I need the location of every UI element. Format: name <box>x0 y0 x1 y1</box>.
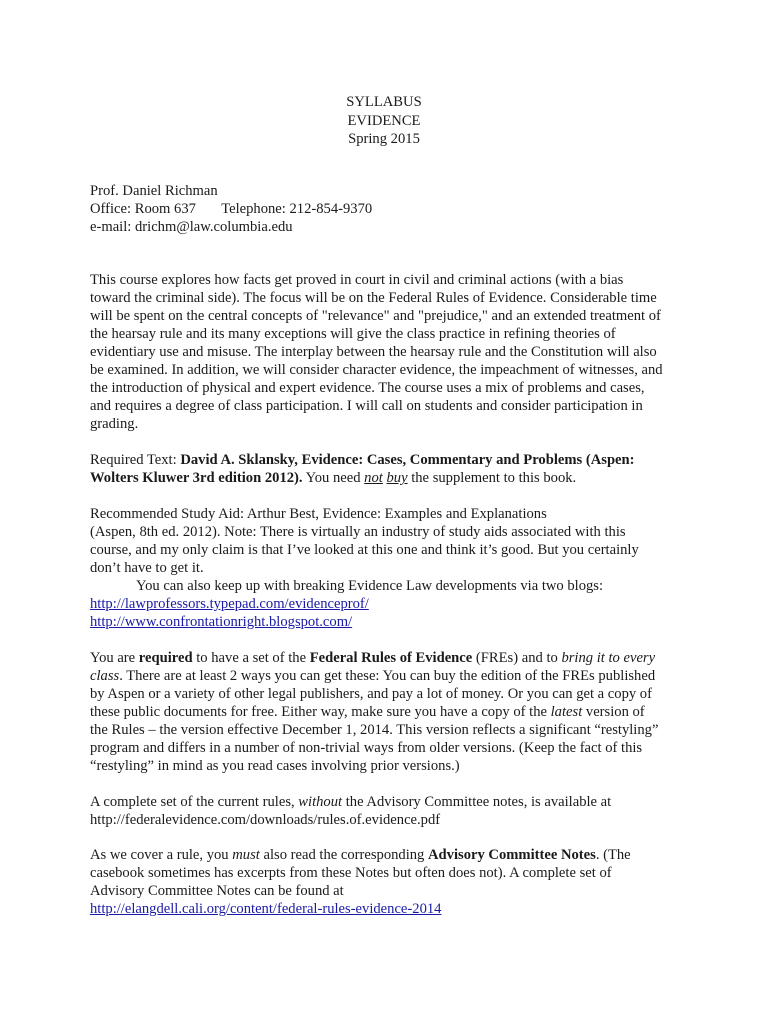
required-text-label: Required Text: <box>90 452 181 468</box>
required-text-paragraph: Required Text: David A. Sklansky, Evidence: Cases, Commentary and Problems (Aspen: Wolters Kluwer 3rd edition 2012). You need not buy the supplement to this book. <box>90 452 635 486</box>
emphasis-latest: latest <box>550 704 583 720</box>
required-book: David A. Sklansky, Evidence: Cases, Commentary and Problems (Aspen: Wolters Kluwer 3rd edition 2012). <box>90 452 635 486</box>
header-term: Spring 2015 <box>348 131 420 147</box>
emphasis-must: must <box>232 847 260 863</box>
professor-name: Prof. Daniel Richman <box>90 183 218 199</box>
complete-set-paragraph: A complete set of the current rules, without the Advisory Committee notes, is available at http://federalevidence.com/downloads/rules.of.evidence.pdf <box>90 793 665 829</box>
study-aid-section <box>90 505 665 631</box>
emphasis-advisory-notes: Advisory Committee Notes <box>428 847 596 863</box>
study-aid-note: (Aspen, 8th ed. 2012). Note: There is virtually an industry of study aids associated with this course, and my only claim is that I’ve looked at this one and think it’s good. But you certainly don’t have to get it. <box>90 524 639 576</box>
emphasis-required: required <box>138 650 193 666</box>
office-phone-line <box>90 200 372 218</box>
blog-link-confrontationright[interactable]: http://www.confrontationright.blogspot.com/ <box>90 614 353 630</box>
emphasis-buy: buy <box>386 470 408 486</box>
emphasis-fre: Federal Rules of Evidence <box>309 650 473 666</box>
office: Office: Room 637 <box>90 201 196 217</box>
email: e-mail: drichm@law.columbia.edu <box>90 219 293 235</box>
rules-url: http://federalevidence.com/downloads/rules.of.evidence.pdf <box>90 812 441 828</box>
advisory-notes-paragraph: As we cover a rule, you must also read the corresponding Advisory Committee Notes. (The casebook sometimes has excerpts from these Notes but often does not). A complete set of Advisory Committee Notes can be found at http://elangdell.cali.org/content/federal-rules-evidence-2014 <box>90 847 631 917</box>
advisory-notes-link[interactable]: http://elangdell.cali.org/content/federal-rules-evidence-2014 <box>90 901 442 917</box>
blogs-intro: You can also keep up with breaking Evidence Law developments via two blogs: <box>136 578 604 594</box>
telephone: Telephone: 212-854-9370 <box>221 201 373 217</box>
header-title: SYLLABUS <box>346 94 422 110</box>
course-description: This course explores how facts get proved in court in civil and criminal actions (with a bias toward the criminal side). The focus will be on the Federal Rules of Evidence. Considerable time will be spent on the central concepts of "relevance" and "prejudice," and an extended treatment of the hearsay rule and its many exceptions will give the class practice in refining theories of evidentiary use and misuse. The interplay between the hearsay rule and the Constitution will also be examined. In addition, we will consider character evidence, the impeachment of witnesses, and the introduction of physical and expert evidence. The course uses a mix of problems and cases, and requires a degree of class participation. I will call on students and consider participation in grading. <box>90 272 663 432</box>
blog-link-evidenceprof[interactable]: http://lawprofessors.typepad.com/evidenceprof/ <box>90 596 369 612</box>
study-aid-title: Recommended Study Aid: Arthur Best, Evidence: Examples and Explanations <box>90 506 547 522</box>
syllabus-header <box>0 93 768 149</box>
emphasis-bring: bring it to every class <box>90 650 656 684</box>
header-course: EVIDENCE <box>347 112 421 129</box>
emphasis-without: without <box>298 794 343 810</box>
contact-info <box>90 182 372 236</box>
emphasis-not: not <box>364 470 383 486</box>
rules-requirement-paragraph: You are required to have a set of the Federal Rules of Evidence (FREs) and to bring it to every class. There are at least 2 ways you can get these: You can buy the edition of the FREs published by Aspen or a variety of other legal publishers, and pay a lot of money. Or you can get a copy of these public documents for free. Either way, make sure you have a copy of the latest version of the Rules – the version effective December 1, 2014. This version reflects a significant “restyling” program and differs in a number of non-trivial ways from older versions. (Keep the fact of this “restyling” in mind as you read cases involving prior versions.) <box>90 650 659 774</box>
